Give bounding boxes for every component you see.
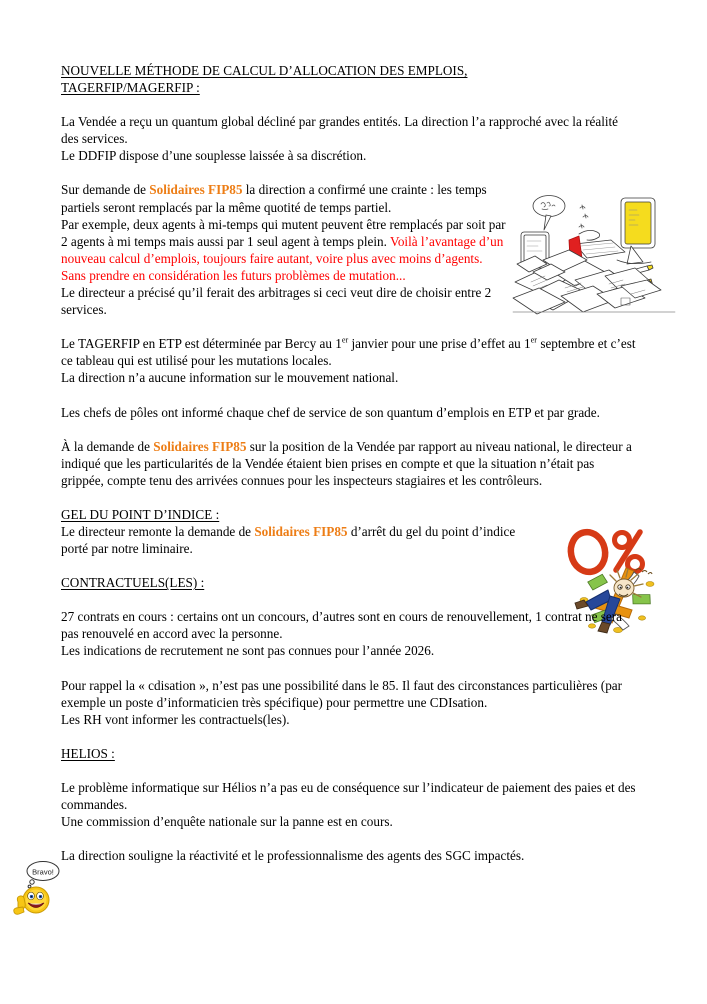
tagerfip-line1-c: septembre et c’est ce tableau qui est utilisé pour les mutations locales. (61, 336, 636, 369)
section-heading-contractuels: CONTRACTUELS(LES) : (61, 575, 205, 591)
gel-after: d’arrêt du gel du point d’indice porté par notre liminaire. (61, 523, 516, 557)
page-title-line-1-text: NOUVELLE MÉTHODE DE CALCUL D’ALLOCATION DES EMPLOIS, (61, 63, 468, 78)
temps-partiels-closing: Le directeur a précisé qu’il ferait des arbitrages si ceci veut dire de choisir entre 2 services. (61, 285, 492, 318)
intro-line-3: Le DDFIP dispose d’une souplesse laissée à sa discrétion. (61, 148, 367, 164)
gel-before: Le directeur remonte la demande de (61, 523, 255, 539)
tagerfip-sup-1: er (341, 335, 349, 345)
contractuels-p2-line3: Les RH vont informer les contractuels(les). (61, 711, 290, 727)
paragraph-gel-point-indice (61, 523, 521, 557)
temps-partiels-red-emphasis: Voilà l’avantage d’un nouveau calcul d’emplois, toujours faire autant, voire plus avec moins d’agents. Sans prendre en considération les futurs problèmes de mutation... (61, 233, 504, 283)
position-vendee-after: sur la position de la Vendée par rapport au niveau national, le directeur a indiqué que les particularités de la Vendée étaient bien prises en compte et que la situation n’était pas grippée, compte tenu des arrivées connues pour les inspecteurs stagiaires et les contrôleurs. (61, 438, 632, 488)
temps-partiels-lead-after: la direction a confirmé une crainte : les temps partiels seront remplacés par la même quotité de temps partiel. (61, 182, 487, 215)
paragraph-position-vendee (61, 438, 636, 489)
contractuels-p1-line1: 27 contrats en cours : certains ont un concours, d’autres sont en cours de renouvellement, 1 contrat (61, 609, 582, 625)
document-body (61, 62, 636, 864)
contractuels-p2-line2: particulières (par exemple un poste d’informaticien très spécifique) pour permettre une CDIsation. (61, 677, 623, 710)
bravo-smiley-thumbs-up-illustration (12, 858, 62, 916)
paragraph-tagerfip (61, 335, 636, 386)
contractuels-p2-line1: Pour rappel la « cdisation », n’est pas une possibilité dans le 85. Il faut des circonstances (61, 677, 530, 693)
org-name-mention: Solidaires FIP85 (149, 182, 243, 198)
page-title (61, 62, 636, 96)
helios-p1-line3: Une commission d’enquête nationale sur la panne est en cours. (61, 814, 393, 830)
intro-line-1: La Vendée a reçu un quantum global décliné par grandes entités. La direction l’a rapproché avec la (61, 114, 582, 130)
paragraph-contractuels-2 (61, 677, 636, 728)
org-name-mention: Solidaires FIP85 (153, 438, 247, 454)
tagerfip-sup-2: er (530, 335, 538, 345)
bravo-bubble-text: Bravo! (32, 867, 54, 877)
tagerfip-line1-a: Le TAGERFIP en ETP est déterminée par Bercy au 1 (61, 336, 342, 352)
section-heading-gel-point-indice: GEL DU POINT D’INDICE : (61, 506, 220, 522)
tagerfip-line1-b: janvier pour une prise d’effet au 1 (348, 336, 531, 352)
org-name-mention: Solidaires FIP85 (254, 523, 348, 539)
temps-partiels-lead-before: Sur demande de (61, 182, 150, 198)
contractuels-p1-line2: ne sera pas renouvelé en accord avec la personne. (61, 609, 623, 642)
contractuels-p1-line3: Les indications de recrutement ne sont pas connues pour l’année 2026. (61, 643, 435, 659)
paragraph-chefs-de-poles (61, 404, 636, 421)
chefs-de-poles-text: Les chefs de pôles ont informé chaque chef de service de son quantum d’emplois en ETP et par grade. (61, 404, 600, 420)
intro-line-2: réalité des services. (61, 114, 619, 147)
section-heading-helios: HELIOS : (61, 745, 115, 761)
paragraph-contractuels-1 (61, 608, 636, 659)
position-vendee-before: À la demande de (61, 438, 154, 454)
paragraph-intro (61, 113, 636, 164)
helios-p2-text: La direction souligne la réactivité et le professionnalisme des agents des SGC impactés. (61, 848, 525, 864)
paragraph-temps-partiels (61, 181, 509, 318)
page-title-line-2-text: TAGERFIP/MAGERFIP : (61, 80, 200, 96)
paragraph-helios-1 (61, 779, 636, 830)
paragraph-helios-2 (61, 847, 636, 864)
helios-p1-line2: paies et des commandes. (61, 779, 636, 812)
temps-partiels-example: Par exemple, deux agents à mi-temps qui mutent peuvent être remplacés par soit par 2 agents à mi temps mais aussi par 1 seul agent à temps plein. (61, 216, 506, 249)
tagerfip-line2: La direction n’a aucune information sur le mouvement national. (61, 370, 399, 386)
helios-p1-line1: Le problème informatique sur Hélios n’a pas eu de conséquence sur l’indicateur de paiement des (61, 779, 572, 795)
